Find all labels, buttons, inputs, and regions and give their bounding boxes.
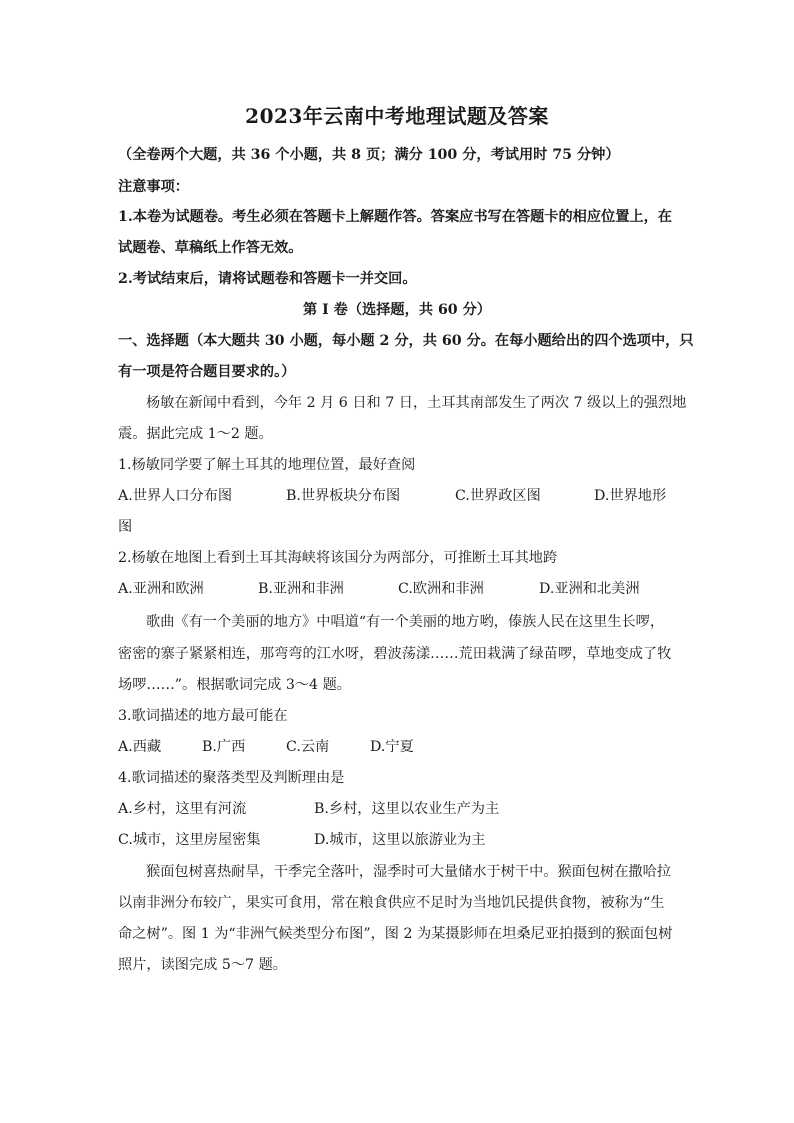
- passage-1-line-1: 杨敏在新闻中看到，今年 2 月 6 日和 7 日，土耳其南部发生了两次 7 级以上的强烈地: [146, 395, 687, 411]
- question-2-option-a: A.亚洲和欧洲: [118, 581, 204, 597]
- passage-2-line-1: 歌曲《有一个美丽的地方》中唱道“有一个美丽的地方哟，傣族人民在这里生长啰，: [146, 614, 665, 630]
- question-3-option-c: C.云南: [286, 739, 330, 755]
- question-1-option-a: A.世界人口分布图: [118, 488, 233, 504]
- question-2-stem: 2.杨敏在地图上看到土耳其海峡将该国分为两部分，可推断土耳其地跨: [118, 550, 558, 566]
- question-3-stem: 3.歌词描述的地方最可能在: [118, 708, 288, 724]
- section-title: 第 I 卷（选择题，共 60 分）: [302, 302, 491, 318]
- question-3-option-a: A.西藏: [118, 739, 162, 755]
- question-1-stem: 1.杨敏同学要了解土耳其的地理位置，最好查阅: [118, 457, 416, 473]
- question-3-option-d: D.宁夏: [370, 739, 414, 755]
- notice-item-1-line-1: 1.本卷为试题卷。考生必须在答题卡上解题作答。答案应书写在答题卡的相应位置上，在: [118, 209, 672, 225]
- question-3-option-b: B.广西: [202, 739, 246, 755]
- question-4-option-a: A.乡村，这里有河流: [118, 801, 247, 817]
- question-1-option-d-wrap: 图: [118, 519, 133, 535]
- question-2-option-c: C.欧洲和非洲: [398, 581, 484, 597]
- notice-item-1-line-2: 试题卷、草稿纸上作答无效。: [118, 240, 303, 256]
- question-2-option-d: D.亚洲和北美洲: [539, 581, 640, 597]
- question-1-option-d: D.世界地形: [594, 488, 667, 504]
- question-4-option-c: C.城市，这里房屋密集: [118, 832, 261, 848]
- passage-3-line-2: 以南非洲分布较广，果实可食用，常在粮食供应不足时为当地饥民提供食物，被称为“生: [118, 895, 665, 911]
- passage-2-line-2: 密密的寨子紧紧相连，那弯弯的江水呀，碧波荡漾……荒田栽满了绿苗啰，草地变成了牧: [118, 646, 672, 662]
- question-4-option-d: D.城市，这里以旅游业为主: [314, 832, 486, 848]
- part1-instructions-line-2: 有一项是符合题目要求的。）: [118, 364, 296, 380]
- question-4-stem: 4.歌词描述的聚落类型及判断理由是: [118, 770, 345, 786]
- part1-instructions-line-1: 一、选择题（本大题共 30 小题，每小题 2 分，共 60 分。在每小题给出的四个选项中，只: [118, 333, 694, 349]
- notice-item-2: 2.考试结束后，请将试题卷和答题卡一并交回。: [118, 271, 417, 287]
- passage-2-line-3: 场啰……”。根据歌词完成 3～4 题。: [118, 677, 351, 693]
- question-4-option-b: B.乡村，这里以农业生产为主: [314, 801, 500, 817]
- passage-3-line-1: 猴面包树喜热耐旱，干季完全落叶，湿季时可大量储水于树干中。猴面包树在撒哈拉: [146, 864, 671, 880]
- notice-heading: 注意事项：: [118, 179, 189, 195]
- question-1-option-c: C.世界政区图: [455, 488, 541, 504]
- question-2-option-b: B.亚洲和非洲: [258, 581, 344, 597]
- passage-1-line-2: 震。据此完成 1～2 题。: [118, 426, 273, 442]
- passage-3-line-4: 照片，读图完成 5～7 题。: [118, 957, 287, 973]
- passage-3-line-3: 命之树”。图 1 为“非洲气候类型分布图”，图 2 为某摄影师在坦桑尼亚拍摄到的猴面包树: [118, 926, 673, 942]
- page-title: 2023年云南中考地理试题及答案: [245, 104, 549, 128]
- question-1-option-b: B.世界板块分布图: [286, 488, 401, 504]
- exam-info: （全卷两个大题，共 36 个小题，共 8 页；满分 100 分，考试用时 75 分钟）: [118, 147, 620, 163]
